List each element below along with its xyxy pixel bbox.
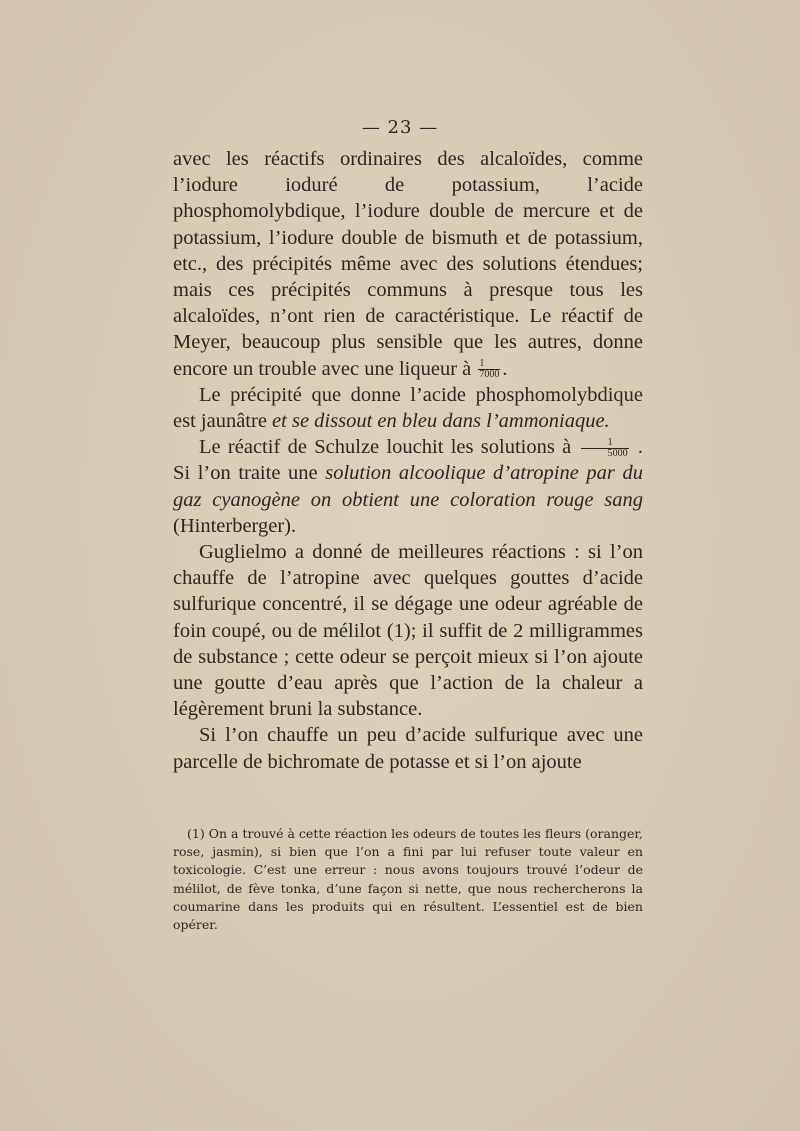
paragraph-1-end: . [502, 357, 508, 380]
paragraph-3-text: Le réactif de Schulze louchit les solutions à [199, 436, 572, 459]
body-text [173, 146, 643, 775]
paragraph-1-text: avec les réactifs ordinaires des alcaloïdes, comme l’iodure ioduré de potassium, l’acide phosphomolybdique, l’iodure double de mercure et de potassium, l’iodure double de bismuth et de potassium, etc., des précipités même avec des solutions étendues; mais ces précipités communs à presque tous les alcaloïdes, n’ont rien de caractéristique. Le réactif de Meyer, beaucoup plus sensible que les autres, donne encore un trouble avec une liqueur à [173, 148, 643, 380]
paragraph-1 [173, 146, 643, 382]
paragraph-3-end: (Hinterberger). [173, 514, 297, 537]
paragraph-4: Guglielmo a donné de meilleures réactions : si l’on chauffe de l’atropine avec quelques gouttes d’acide sulfurique concentré, il se dégage une odeur agréable de foin coupé, ou de mélilot (1); il suffit de 2 milligrammes de substance ; cette odeur se perçoit mieux si l’on ajoute une goutte d’eau après que l’action de la chaleur a légèrement bruni la substance. [173, 541, 643, 721]
page-number: — 23 — [361, 117, 439, 138]
footnotes [173, 825, 643, 934]
fraction-denominator: 5000 [607, 448, 628, 460]
fraction-1-7000 [478, 359, 500, 380]
paragraph-2-text: Le précipité que donne l’acide phosphomolybdique est jaunâtre [173, 383, 643, 433]
fraction-numerator: 1 [478, 359, 500, 370]
fraction-1-5000 [581, 438, 629, 459]
paragraph-2 [173, 382, 643, 434]
fraction-numerator: 1 [581, 438, 629, 449]
paragraph-3 [173, 434, 643, 539]
paragraph-3-mid: . Si l’on traite une [173, 436, 643, 485]
footnote-1: (1) On a trouvé à cette réaction les odeurs de toutes les fleurs (oranger, rose, jasmin), si bien que l’on a fini par lui refuser toute valeur en toxicologie. C’est une erreur : nous avons toujours trouvé l’odeur de mélilot, de fève tonka, d’une façon si nette, que nous rechercherons la coumarine dans les produits qui en résultent. L’essentiel est de bien opérer. [173, 826, 643, 933]
fraction-denominator: 7000 [479, 369, 500, 381]
paragraph-3-italic: solution alcoolique d’atropine par du gaz cyanogène on obtient une coloration rouge sang [173, 462, 643, 511]
paragraph-5: Si l’on chauffe un peu d’acide sulfurique avec une parcelle de bichromate de potasse et si l’on ajoute [173, 724, 643, 773]
paragraph-2-italic: et se dissout en bleu dans l’ammoniaque. [272, 410, 610, 433]
